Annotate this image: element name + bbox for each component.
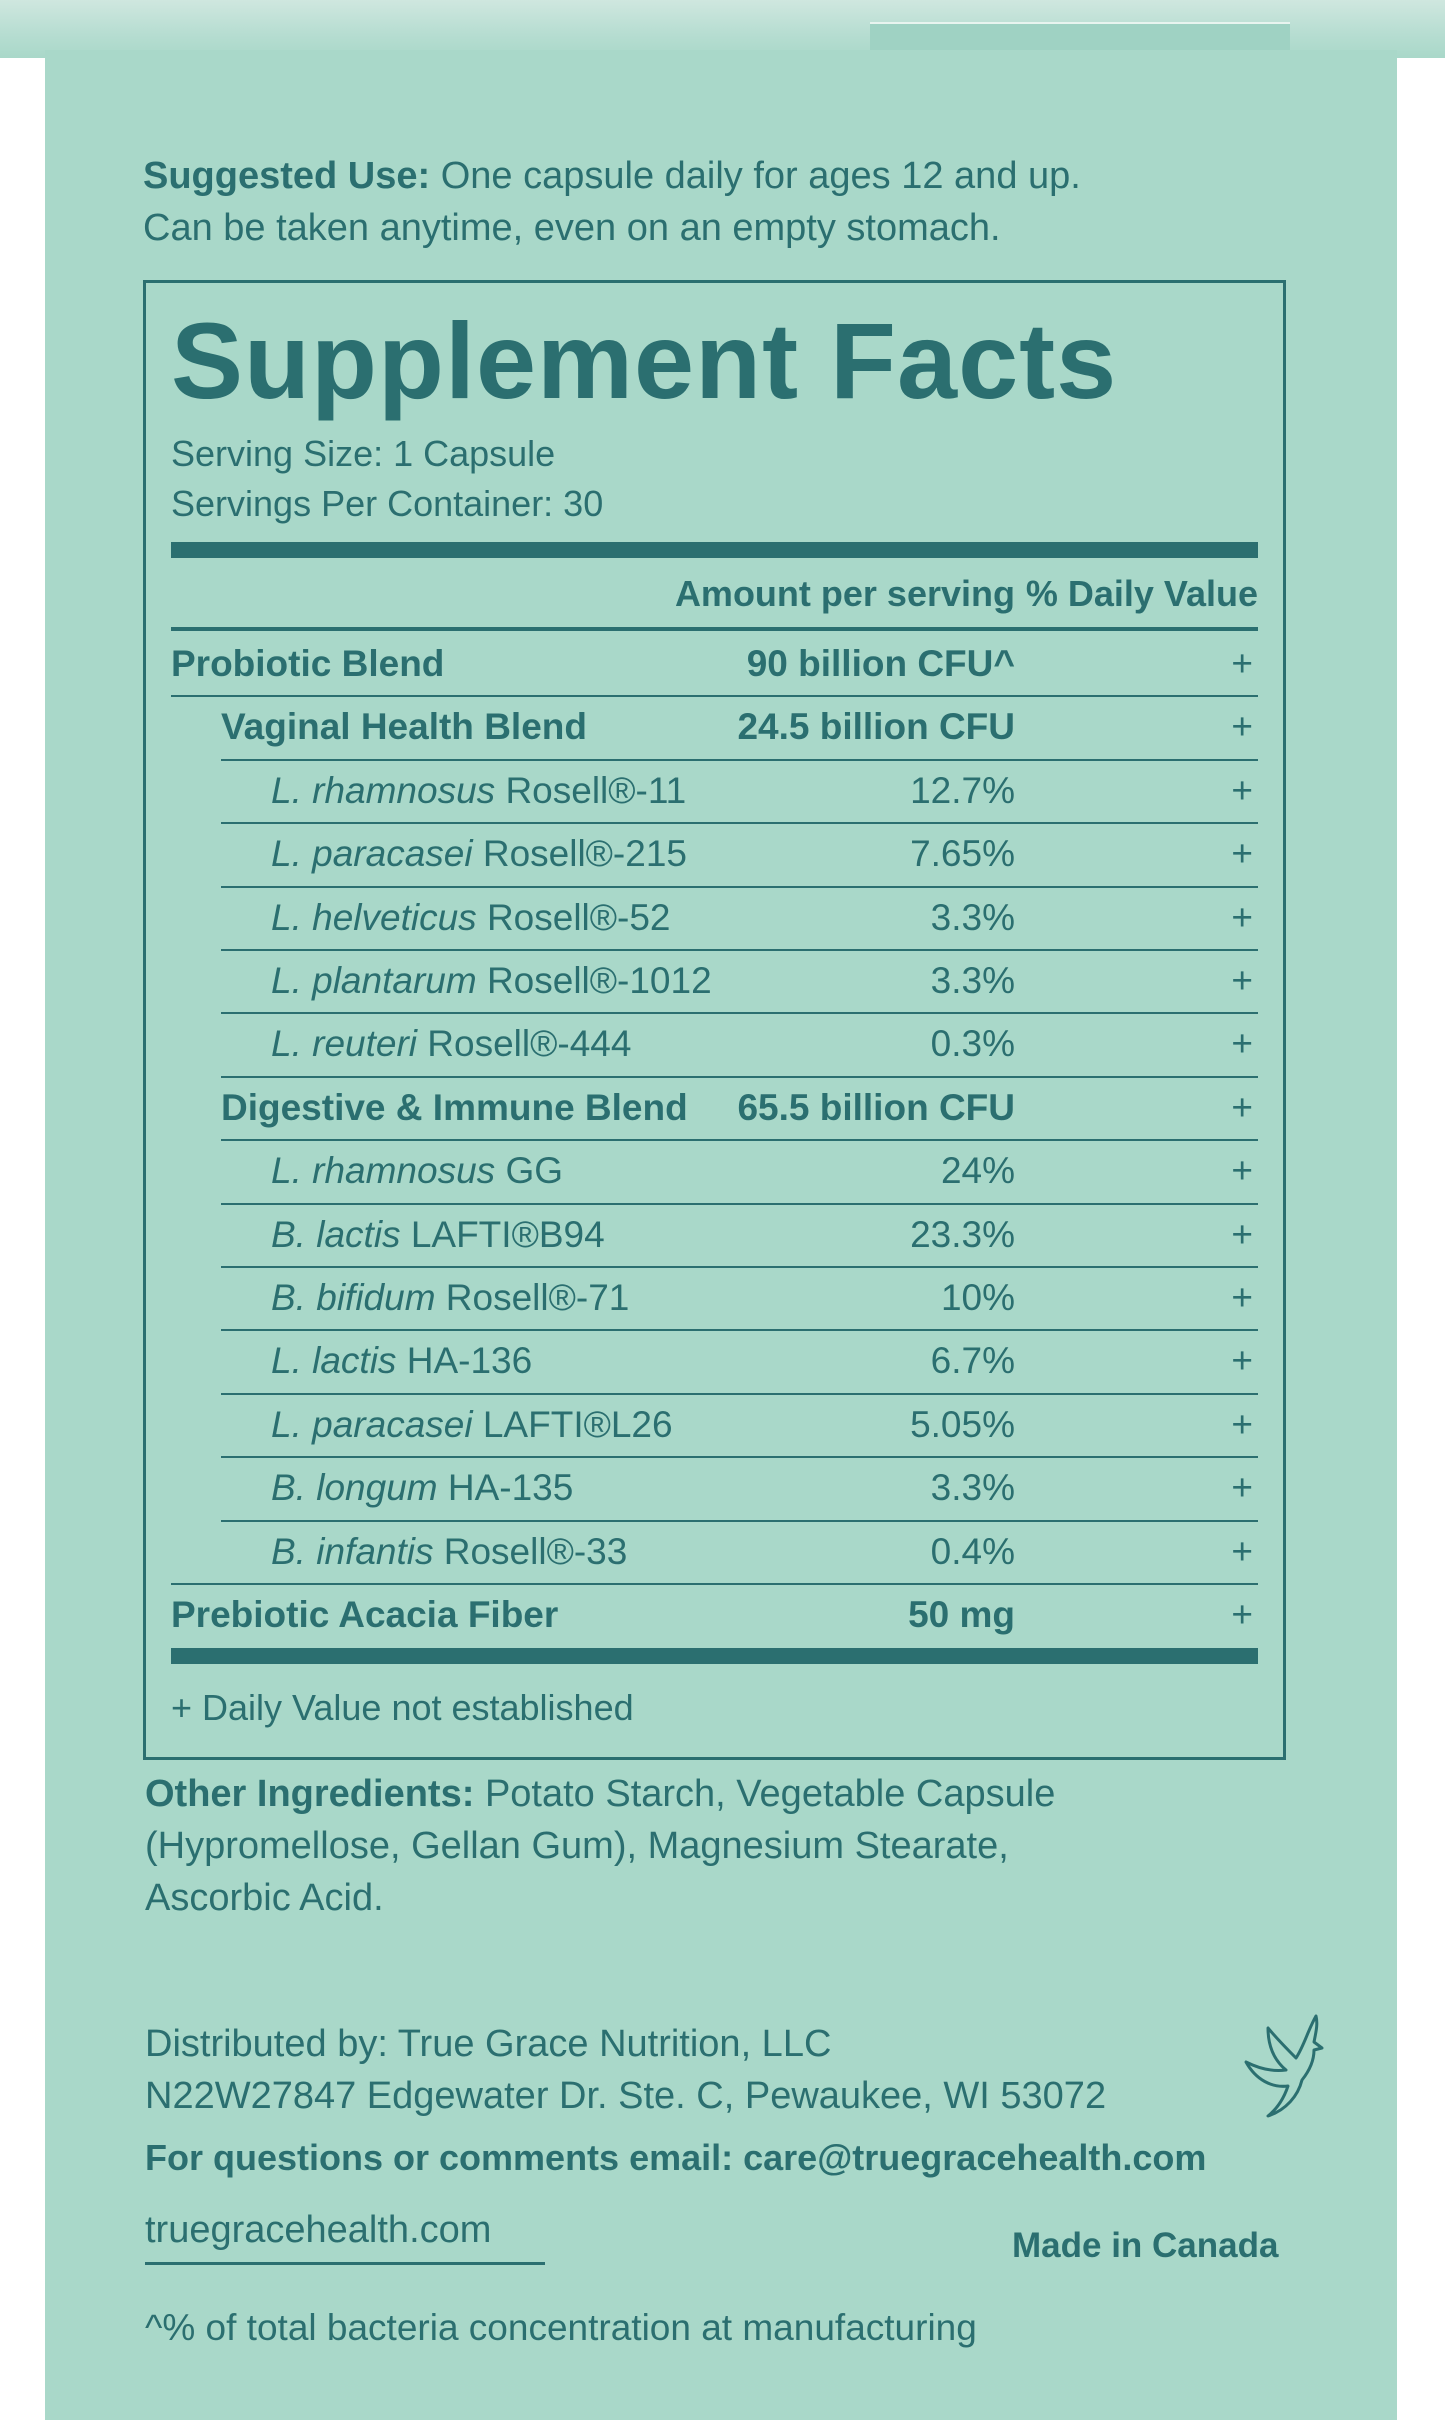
amount-per-serving: 90 billion CFU^ [746,643,1015,684]
daily-value-header: % Daily Value [1025,573,1258,614]
suggested-use-label: Suggested Use: [143,155,431,197]
daily-value: + [1231,960,1253,1001]
strain-code: HA-136 [396,1340,533,1382]
ingredient-name [271,958,712,1004]
facts-row [146,887,1283,949]
amount-per-serving-header: Amount per serving [674,573,1015,614]
amount-per-serving: 5.05% [910,1403,1015,1445]
amount-per-serving: 3.3% [930,1467,1015,1509]
daily-value: + [1231,896,1253,938]
other-ingredients-label: Other Ingredients: [145,1773,475,1815]
ingredient-label: Prebiotic Acacia Fiber [171,1594,559,1635]
ingredient-name [271,1212,605,1258]
facts-row [146,1330,1283,1392]
strain-species: L. rhamnosus [271,1150,496,1192]
strain-species: B. lactis [271,1213,401,1255]
amount-per-serving: 50 mg [908,1594,1015,1635]
website-underline [145,2262,545,2265]
ingredient-name [271,831,687,877]
ingredient-label: Vaginal Health Blend [221,706,587,748]
facts-row [146,1204,1283,1266]
amount-per-serving: 23.3% [910,1213,1015,1255]
strain-code: Rosell®-215 [472,833,687,875]
facts-row [146,1584,1283,1646]
dove-icon [1238,2010,1324,2120]
other-ingredients-line3: Ascorbic Acid. [145,1877,384,1919]
other-ingredients-line1: Potato Starch, Vegetable Capsule [484,1773,1056,1815]
facts-row [146,1140,1283,1202]
facts-row [146,696,1283,758]
strain-species: L. paracasei [271,833,473,875]
strain-species: L. lactis [271,1340,397,1382]
facts-row [146,950,1283,1012]
daily-value: + [1231,1467,1253,1509]
ingredient-name [271,1275,629,1321]
strain-species: L. rhamnosus [271,769,496,811]
facts-row [146,823,1283,885]
ingredient-name [171,641,444,687]
daily-value: + [1231,1594,1253,1635]
ingredient-name [271,1021,631,1067]
strain-code: Rosell®-52 [476,896,671,938]
daily-value: + [1231,1530,1253,1572]
ingredient-name [271,768,686,814]
serving-size: Serving Size: 1 Capsule [171,433,556,474]
daily-value: + [1231,769,1253,811]
facts-row [146,1013,1283,1075]
ingredient-name [271,1465,573,1511]
strain-species: B. longum [271,1467,438,1509]
strain-code: Rosell®-71 [435,1277,630,1318]
ingredient-name [271,895,671,941]
manufacturing-footnote: ^% of total bacteria concentration at manufacturing [145,2307,977,2348]
amount-per-serving: 65.5 billion CFU [737,1086,1015,1128]
daily-value: + [1231,1403,1253,1445]
daily-value: + [1231,833,1253,875]
facts-row [146,1457,1283,1519]
facts-row [146,760,1283,822]
ingredient-name [221,1085,688,1131]
contact-email: For questions or comments email: care@truegracehealth.com [145,2137,1207,2178]
supplement-facts-panel [143,280,1286,1760]
strain-code: Rosell®-11 [495,769,687,811]
amount-per-serving: 0.3% [930,1023,1015,1065]
strain-code: LAFTI®L26 [472,1403,673,1445]
supplement-facts-title: Supplement Facts [171,300,1118,421]
ingredient-label: Digestive & Immune Blend [221,1086,688,1128]
ingredient-name [271,1148,563,1194]
daily-value: + [1231,1023,1253,1065]
strain-code: Rosell®-1012 [476,960,712,1001]
suggested-use [143,152,1081,200]
other-ingredients-line2: (Hypromellose, Gellan Gum), Magnesium Stearate, [145,1825,1009,1867]
strain-code: LAFTI®B94 [400,1213,605,1255]
facts-row [146,1077,1283,1139]
strain-species: B. bifidum [271,1277,436,1318]
amount-per-serving: 10% [940,1277,1015,1318]
divider-thick-top [171,542,1258,558]
suggested-use-line2: Can be taken anytime, even on an empty stomach. [143,207,1001,249]
strain-species: L. reuteri [271,1023,418,1065]
ingredient-name [271,1529,627,1575]
strain-code: Rosell®-444 [417,1023,632,1065]
amount-per-serving: 12.7% [910,769,1015,811]
daily-value-footnote: + Daily Value not established [171,1687,634,1728]
daily-value: + [1231,1340,1253,1382]
strain-code: GG [495,1150,564,1192]
strain-species: L. helveticus [271,896,477,938]
ingredient-name [171,1592,558,1638]
amount-per-serving: 3.3% [930,960,1015,1001]
amount-per-serving: 24.5 billion CFU [737,706,1015,748]
amount-per-serving: 24% [940,1150,1015,1192]
amount-per-serving: 7.65% [910,833,1015,875]
facts-row [146,1394,1283,1456]
strain-species: L. paracasei [271,1403,473,1445]
distributor-line1: Distributed by: True Grace Nutrition, LLC [145,2023,832,2065]
ingredient-name [271,1402,673,1448]
facts-row [146,1521,1283,1583]
suggested-use-line1: One capsule daily for ages 12 and up. [440,155,1081,197]
facts-row [146,1267,1283,1329]
distributor-address: N22W27847 Edgewater Dr. Ste. C, Pewaukee, WI 53072 [145,2075,1107,2117]
website: truegracehealth.com [145,2209,492,2251]
ingredient-label: Probiotic Blend [171,643,445,684]
other-ingredients [145,1770,1055,1818]
strain-species: B. infantis [271,1530,434,1572]
daily-value: + [1231,1277,1253,1318]
facts-row [146,633,1283,695]
amount-per-serving: 3.3% [930,896,1015,938]
made-in-canada: Made in Canada [1012,2226,1279,2265]
daily-value: + [1231,1213,1253,1255]
header-rule [171,627,1258,631]
daily-value: + [1231,706,1253,748]
strain-code: HA-135 [437,1467,574,1509]
ingredient-name [271,1338,532,1384]
servings-per-container: Servings Per Container: 30 [171,483,604,524]
daily-value: + [1231,643,1253,684]
amount-per-serving: 0.4% [930,1530,1015,1572]
strain-code: Rosell®-33 [433,1530,628,1572]
daily-value: + [1231,1150,1253,1192]
daily-value: + [1231,1086,1253,1128]
ingredient-name [221,704,587,750]
divider-thick-bottom [171,1648,1258,1664]
amount-per-serving: 6.7% [930,1340,1015,1382]
strain-species: L. plantarum [271,960,477,1001]
